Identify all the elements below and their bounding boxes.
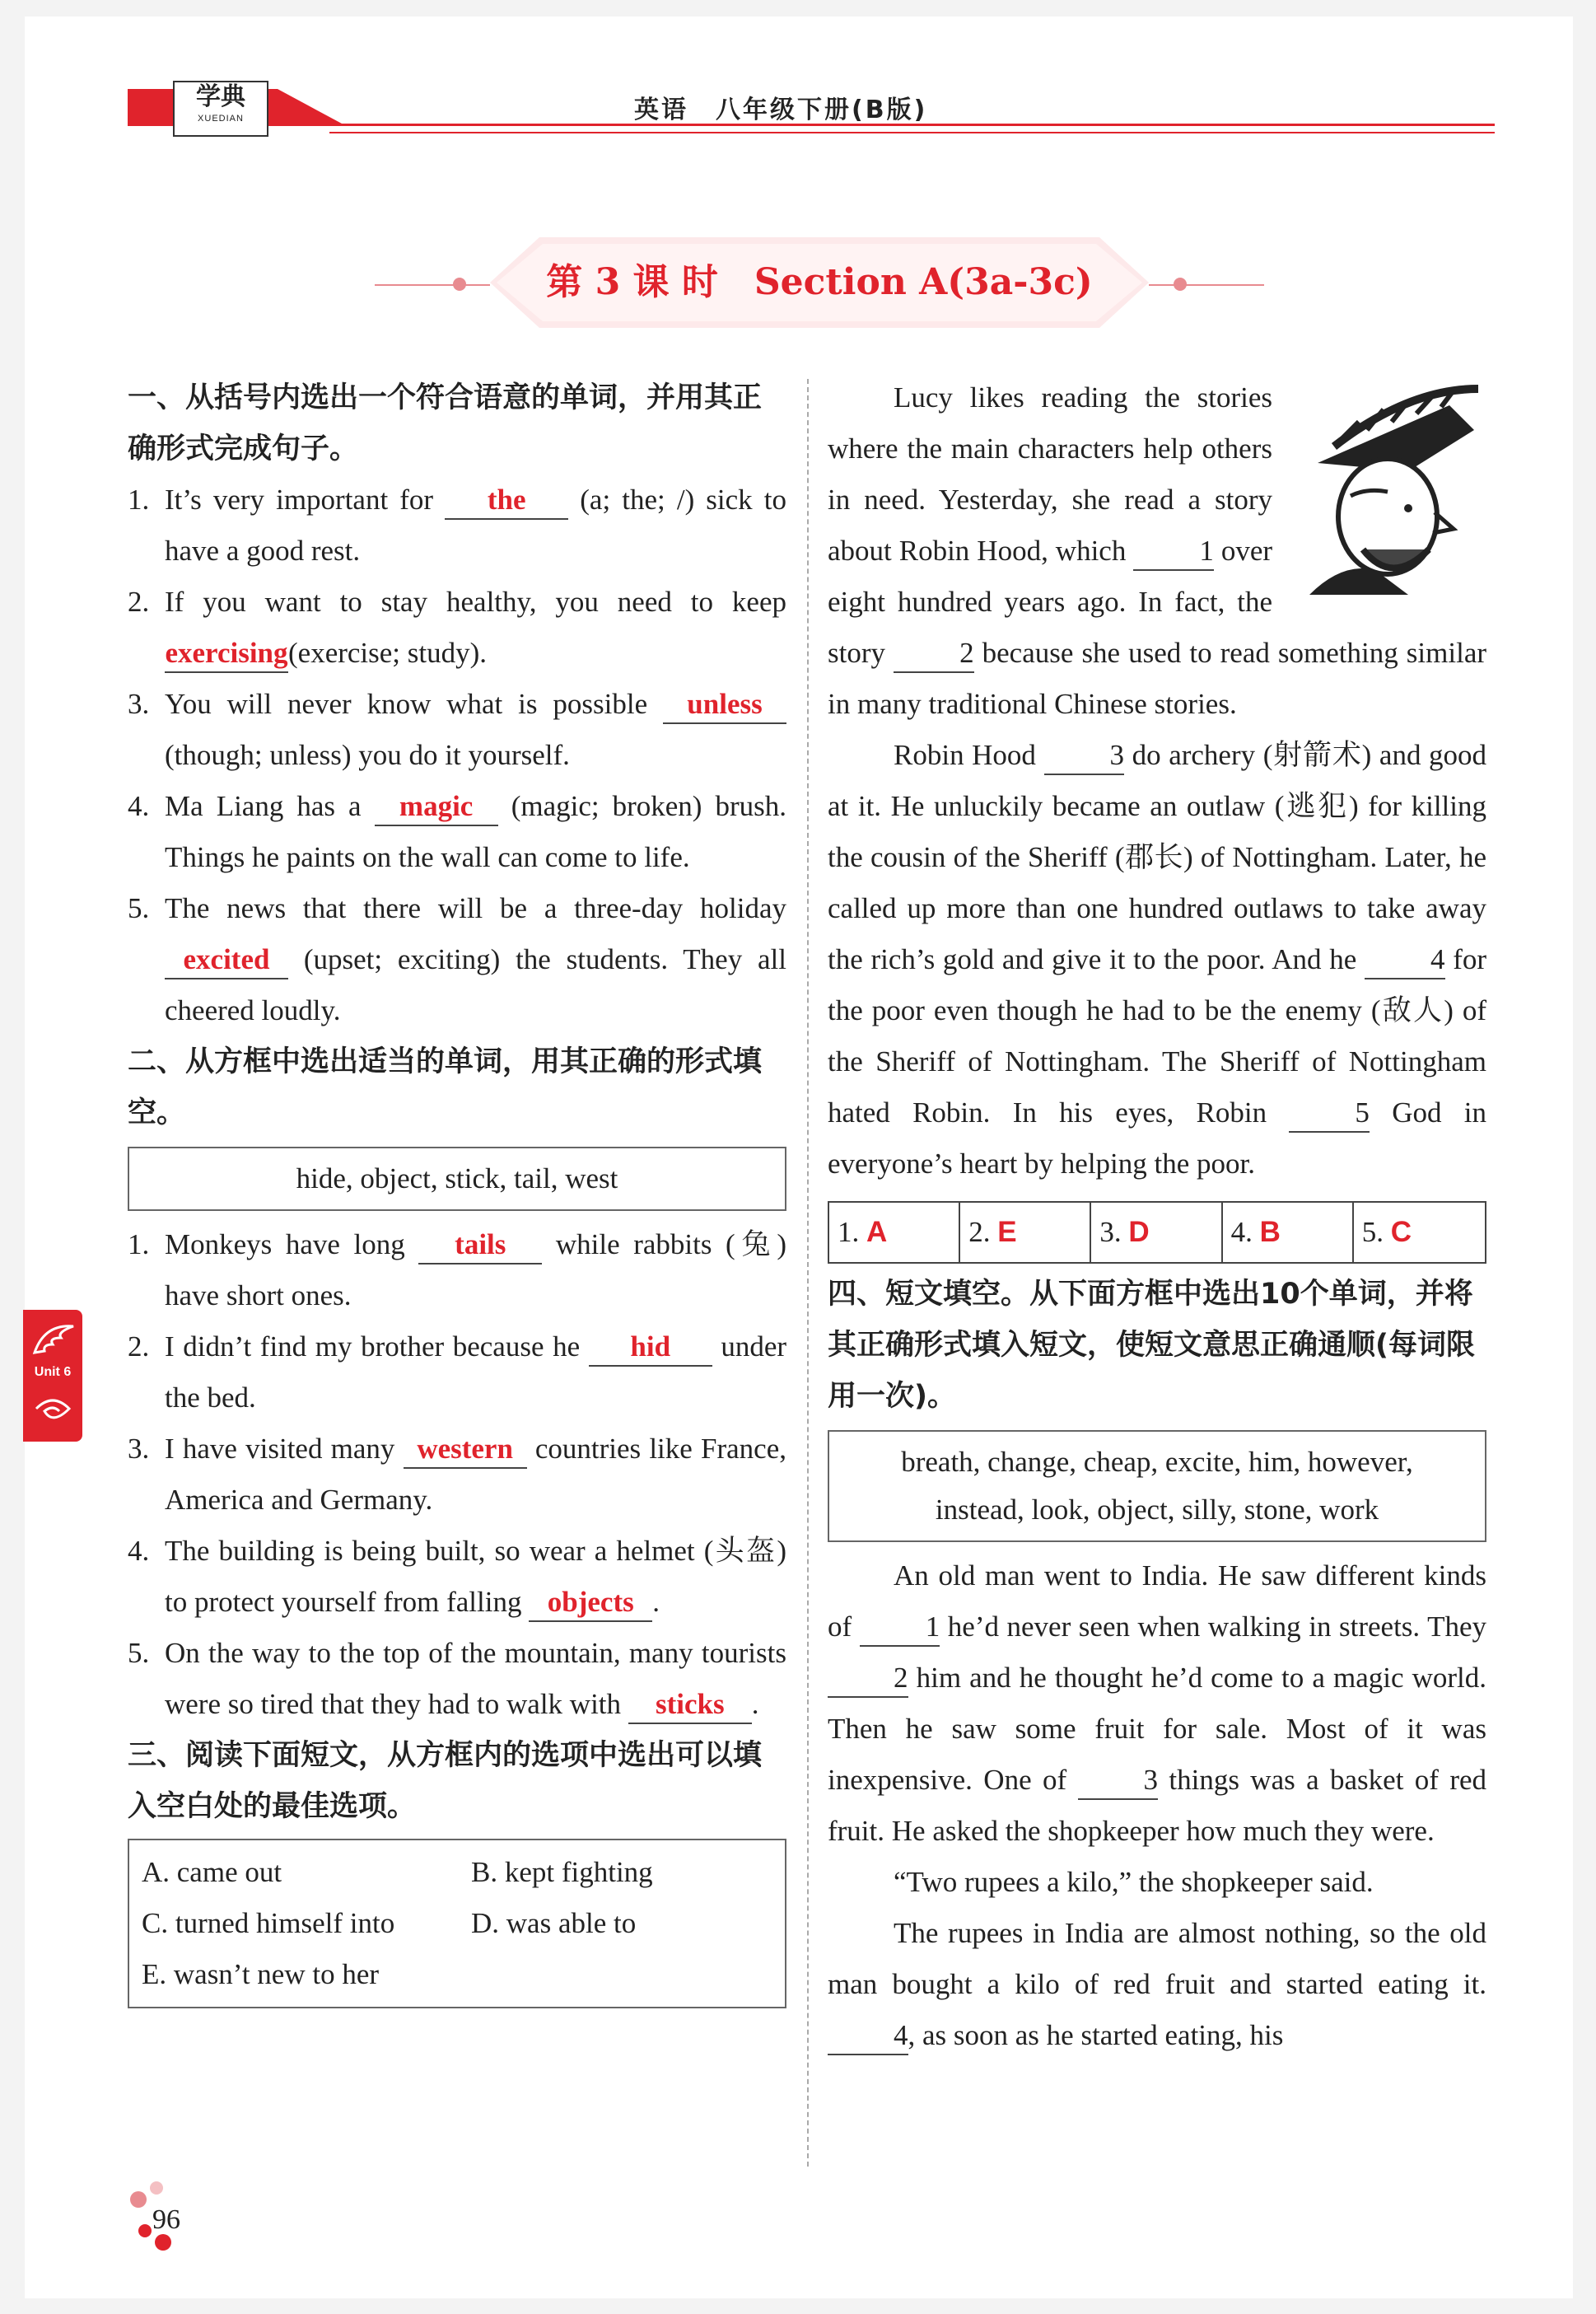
banner-rule-right	[1149, 284, 1264, 286]
answer-cell: 3. D	[1091, 1203, 1222, 1262]
word-box-2: breath, change, cheap, excite, him, however, instead, look, object, silly, stone, work	[828, 1430, 1486, 1542]
list-item: 4. Ma Liang has a magic (magic; broken) brush. Things he paints on the wall can come to life.	[128, 790, 787, 873]
page-number: 96	[152, 2204, 180, 2235]
page-dot	[150, 2181, 163, 2195]
right-column	[828, 372, 1486, 2061]
story-paragraph-2: Robin Hood 3 do archery (射箭术) and good at it. He unluckily became an outlaw (逃犯) for killing the cousin of the Sheriff (郡长) of Nottingham. Later, he called up more than one hundred outlaws to take away the rich’s gold and give it to the poor. And he 4 for the poor even though he had to be the enemy (敌人) of the Sheriff of Nottingham. The Sheriff of Nottingham hated Robin. In his eyes, Robin 5 God in everyone’s heart by helping the poor.	[828, 739, 1487, 1180]
column-divider	[807, 379, 809, 2167]
answer-blank[interactable]: sticks	[628, 1686, 752, 1724]
list-item: 3. I have visited many western countries like France, America and Germany.	[128, 1433, 786, 1516]
part4-heading: 四、短文填空。从下面方框中选出10个单词，并将其正确形式填入短文，使短文意思正确通顺(每词限用一次)。	[828, 1278, 1475, 1413]
answer-blank[interactable]: hid	[589, 1329, 712, 1367]
left-column	[128, 372, 786, 2008]
story-paragraph-1: Lucy likes reading the stories where the main characters help others in need. Yesterday, she read a story about Robin Hood, which 1 over eight hundred years ago. In fact, the story 2 because she used to read something similar in many traditional Chinese stories.	[828, 381, 1487, 720]
answer-blank[interactable]: unless	[663, 686, 786, 724]
answer-cell: 1. A	[829, 1203, 960, 1262]
story-blank[interactable]: 5	[1289, 1095, 1370, 1133]
passage-paragraph-1: An old man went to India. He saw different kinds of 1 he’d never seen when walking in streets. They 2 him and he thought he’d come to a magic world. Then he saw some fruit for sale. Most of it was inexpensive. One of 3 things was a basket of red fruit. He asked the shopkeeper how much they were.	[828, 1559, 1487, 1847]
logo-cn: 学典	[196, 82, 245, 111]
robin-hood-illustration	[1285, 372, 1486, 595]
answer-blank[interactable]: excited	[165, 942, 288, 979]
passage-paragraph-3: The rupees in India are almost nothing, so the old man bought a kilo of red fruit and started eating it. 4, as soon as he started eating, his	[828, 1908, 1486, 2061]
logo-en: XUEDIAN	[198, 114, 244, 124]
story-blank[interactable]: 1	[1133, 533, 1214, 571]
options-box	[128, 1839, 786, 2008]
banner-rule-left	[375, 284, 490, 286]
answer-blank[interactable]: exercising	[165, 635, 288, 673]
passage-blank[interactable]: 1	[860, 1609, 940, 1647]
banner-dot-left	[453, 278, 466, 291]
story-blank[interactable]: 2	[894, 635, 974, 673]
story-blank[interactable]: 4	[1365, 942, 1445, 979]
option-b: B. kept fighting	[471, 1856, 653, 1888]
answer-blank[interactable]: objects	[529, 1584, 652, 1622]
part1-heading: 一、从括号内选出一个符合语意的单词，并用其正确形式完成句子。	[128, 381, 763, 465]
word-box: hide, object, stick, tail, west	[128, 1147, 786, 1211]
unit-label: Unit 6	[34, 1365, 72, 1379]
page-dot	[130, 2191, 147, 2208]
part3-heading: 三、阅读下面短文，从方框内的选项中选出可以填入空白处的最佳选项。	[128, 1739, 763, 1823]
list-item: 1. It’s very important for the (a; the; /) sick to have a good rest.	[128, 484, 786, 567]
passage-blank[interactable]: 3	[1078, 1762, 1159, 1800]
answer-cell: 4. B	[1223, 1203, 1354, 1262]
page-dot	[138, 2224, 152, 2237]
list-item: 2. I didn’t find my brother because he hid under the bed.	[128, 1330, 787, 1414]
passage-blank[interactable]: 2	[828, 1660, 908, 1698]
answer-blank[interactable]: western	[404, 1431, 527, 1469]
story-blank[interactable]: 3	[1044, 737, 1125, 775]
part2-heading: 二、从方框中选出适当的单词，用其正确的形式填空。	[128, 1045, 763, 1129]
brand-logo	[173, 81, 268, 137]
passage-paragraph-2: “Two rupees a kilo,” the shopkeeper said.	[894, 1866, 1374, 1898]
header-rule-thin	[329, 132, 1495, 133]
answer-blank[interactable]: the	[445, 482, 568, 520]
option-e: E. wasn’t new to her	[142, 1958, 380, 1990]
answer-blank[interactable]: magic	[375, 788, 498, 826]
wing-icon	[28, 1320, 77, 1361]
banner-dot-right	[1174, 278, 1187, 291]
list-item: 5. The news that there will be a three-day holiday excited (upset; exciting) the students. They all cheered loudly.	[128, 892, 787, 1026]
part2-list	[128, 1219, 786, 1730]
answer-cell: 5. C	[1361, 1216, 1412, 1248]
list-item: 4. The building is being built, so wear a helmet (头盔) to protect yourself from falling objects .	[128, 1526, 786, 1628]
list-item: 3. You will never know what is possible unless (though; unless) you do it yourself.	[128, 679, 786, 781]
unit-tab	[23, 1310, 82, 1442]
part1-list	[128, 474, 786, 1036]
answer-cell: 2. E	[960, 1203, 1091, 1262]
page-dot	[155, 2234, 171, 2251]
book-title: 英语 八年级下册(B版)	[634, 96, 928, 124]
passage-blank[interactable]: 4	[828, 2017, 908, 2055]
option-c: C. turned himself into	[142, 1907, 395, 1939]
answer-blank[interactable]: tails	[418, 1227, 542, 1265]
list-item: 2. If you want to stay healthy, you need to keep exercising(exercise; study).	[128, 577, 786, 679]
option-a: A. came out	[142, 1856, 282, 1888]
lesson-title: 第 3 课 时 Section A(3a-3c)	[546, 261, 1093, 303]
list-item: 5. On the way to the top of the mountain, many tourists were so tired that they had to walk with sticks .	[128, 1628, 786, 1730]
option-d: D. was able to	[471, 1907, 637, 1939]
list-item: 1. Monkeys have long tails while rabbits (兔) have short ones.	[128, 1228, 786, 1311]
answer-table	[828, 1201, 1486, 1264]
swirl-icon	[28, 1388, 77, 1429]
